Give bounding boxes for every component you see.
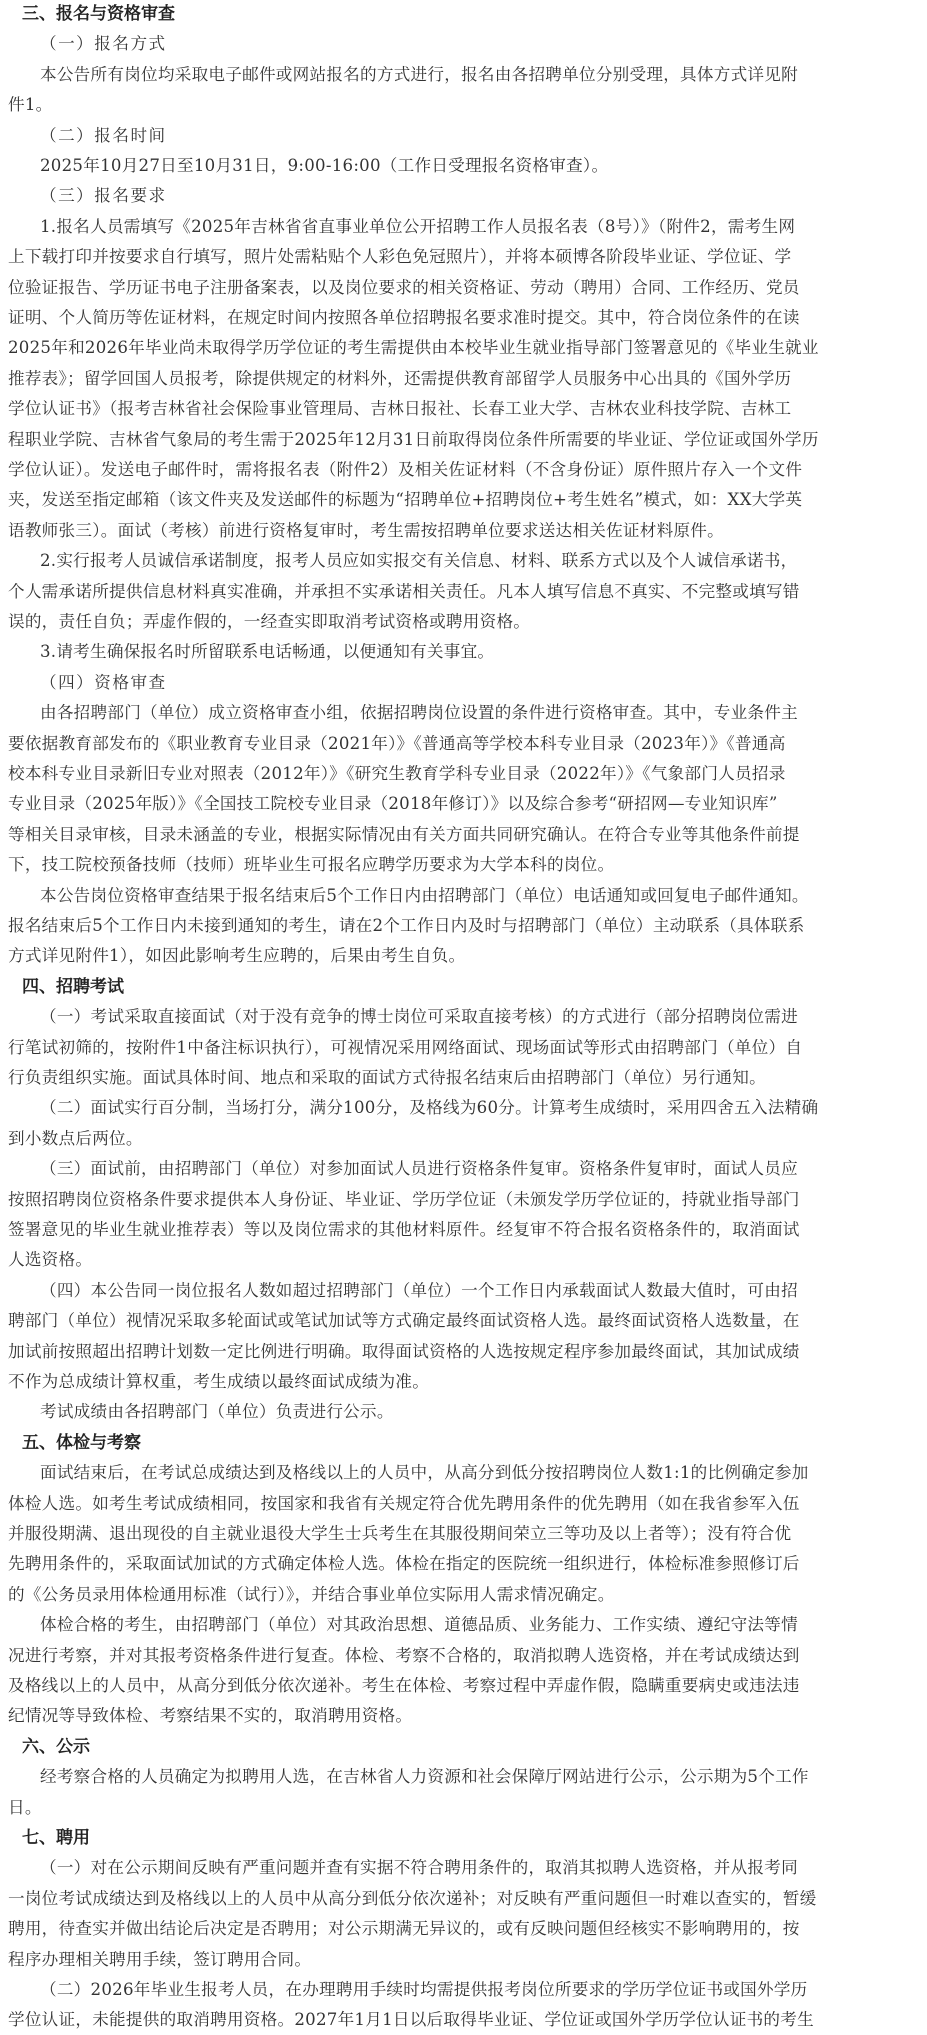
- paragraph-line: 校本科专业目录新旧专业对照表（2012年）》《研究生教育学科专业目录（2022年）》《气象部门人员招录: [8, 764, 786, 783]
- paragraph-line: 学位认证书》（报考吉林省社会保险事业管理局、吉林日报社、长春工业大学、吉林农业科技学院、吉林工: [8, 399, 792, 419]
- paragraph-line: 专业目录（2025年版）》《全国技工院校专业目录（2018年修订）》以及综合参考“研招网—专业知识库”: [8, 794, 778, 814]
- paragraph-line: 2.实行报考人员诚信承诺制度，报考人员应如实报交有关信息、材料、联系方式以及个人诚信承诺书，: [40, 551, 798, 571]
- paragraph-line: 不作为总成绩计算权重，考生成绩以最终面试成绩为准。: [8, 1372, 430, 1391]
- section-heading: 七、聘用: [22, 1828, 90, 1848]
- paragraph-line: 学位认证）。发送电子邮件时，需将报名表（附件2）及相关佐证材料（不含身份证）原件照片存入一个文件: [8, 460, 803, 479]
- paragraph-line: 聘部门（单位）视情况采取多轮面试或笔试加试等方式确定最终面试资格人选。最终面试资格人选数量，在: [8, 1311, 800, 1331]
- paragraph-line: （一）对在公示期间反映有严重问题并查有实据不符合聘用条件的，取消其拟聘人选资格，并从报考同: [40, 1858, 798, 1878]
- paragraph-line: 方式详见附件1），如因此影响考生应聘的，后果由考生自负。: [8, 946, 466, 966]
- paragraph-line: 件1。: [8, 95, 53, 115]
- paragraph-line: 经考察合格的人员确定为拟聘用人选，在吉林省人力资源和社会保障厅网站进行公示，公示期为5个工作: [40, 1767, 809, 1787]
- paragraph-line: 个人需承诺所提供信息材料真实准确，并承担不实承诺相关责任。凡本人填写信息不真实、不完整或填写错: [8, 581, 800, 601]
- paragraph-line: 要依据教育部发布的《职业教育专业目录（2021年）》《普通高等学校本科专业目录（2023年）》《普通高: [8, 733, 786, 753]
- paragraph-line: 本公告所有岗位均采取电子邮件或网站报名的方式进行，报名由各招聘单位分别受理，具体方式详见附: [40, 64, 798, 84]
- paragraph-line: （四）本公告同一岗位报名人数如超过招聘部门（单位）一个工作日内承载面试人数最大值时，可由招: [40, 1280, 798, 1300]
- paragraph-line: 2025年10月27日至10月31日，9:00-16:00（工作日受理报名资格审查）。: [40, 156, 609, 175]
- subsection-heading: （四）资格审查: [40, 672, 167, 692]
- paragraph-line: （一）考试采取直接面试（对于没有竞争的博士岗位可采取直接考核）的方式进行（部分招聘岗位需进: [40, 1007, 798, 1027]
- paragraph-line: 1.报名人员需填写《2025年吉林省省直事业单位公开招聘工作人员报名表（8号）》（附件2，需考生网: [40, 216, 796, 236]
- paragraph-line: 人选资格。: [8, 1250, 93, 1270]
- paragraph-line: 报名结束后5个工作日内未接到通知的考生，请在2个工作日内及时与招聘部门（单位）主动联系（具体联系: [8, 916, 805, 935]
- paragraph-line: 到小数点后两位。: [8, 1128, 143, 1148]
- paragraph-line: 先聘用条件的，采取面试加试的方式确定体检人选。体检在指定的医院统一组织进行，体检标准参照修订后: [8, 1554, 800, 1574]
- paragraph-line: 面试结束后，在考试总成绩达到及格线以上的人员中，从高分到低分按招聘岗位人数1:1的比例确定参加: [40, 1463, 809, 1483]
- paragraph-line: 的《公务员录用体检通用标准（试行）》，并结合事业单位实际用人需求情况确定。: [8, 1584, 615, 1604]
- paragraph-line: 本公告岗位资格审查结果于报名结束后5个工作日内由招聘部门（单位）电话通知或回复电子邮件通知。: [40, 885, 809, 905]
- subsection-heading: （二）报名时间: [40, 125, 167, 145]
- paragraph-line: 聘用，待查实并做出结论后决定是否聘用；对公示期满无异议的，或有反映问题但经核实不影响聘用的，按: [8, 1919, 800, 1939]
- paragraph-line: 加试前按照超出招聘计划数一定比例进行明确。取得面试资格的人选按规定程序参加最终面试，其加试成绩: [8, 1341, 800, 1361]
- paragraph-line: 考试成绩由各招聘部门（单位）负责进行公示。: [40, 1402, 394, 1422]
- paragraph-line: 体检人选。如考生考试成绩相同，按国家和我省有关规定符合优先聘用条件的优先聘用（如在我省参军入伍: [8, 1493, 800, 1513]
- paragraph-line: 程职业学院、吉林省气象局的考生需于2025年12月31日前取得岗位条件所需要的毕业证、学位证或国外学历: [8, 429, 819, 449]
- section-heading: 五、体检与考察: [22, 1432, 141, 1453]
- paragraph-line: 推荐表》；留学回国人员报考，除提供规定的材料外，还需提供教育部留学人员服务中心出具的《国外学历: [8, 368, 792, 388]
- paragraph-line: 学位认证，未能提供的取消聘用资格。2027年1月1日以后取得毕业证、学位证或国外学历学位认证书的考生: [8, 2010, 814, 2030]
- paragraph-line: （二）面试实行百分制，当场打分，满分100分，及格线为60分。计算考生成绩时，采用四舍五入法精确: [40, 1098, 819, 1118]
- paragraph-line: 误的，责任自负；弄虚作假的，一经查实即取消考试资格或聘用资格。: [8, 612, 531, 631]
- paragraph-line: 由各招聘部门（单位）成立资格审查小组，依据招聘岗位设置的条件进行资格审查。其中，专业条件主: [40, 703, 798, 723]
- paragraph-line: 3.请考生确保报名时所留联系电话畅通，以便通知有关事宜。: [40, 642, 495, 662]
- paragraph-line: 及格线以上的人员中，从高分到低分依次递补。考生在体检、考察过程中弄虚作假，隐瞒重要病史或违法违: [8, 1676, 800, 1695]
- section-heading: 六、公示: [22, 1736, 90, 1757]
- paragraph-line: 并服役期满、退出现役的自主就业退役大学生士兵考生在其服役期间荣立三等功及以上者等）；没有符合优: [8, 1524, 792, 1543]
- paragraph-line: 上下载打印并按要求自行填写，照片处需粘贴个人彩色免冠照片），并将本硕博各阶段毕业证、学位证、学: [8, 247, 792, 267]
- paragraph-line: 等相关目录审核，目录未涵盖的专业，根据实际情况由有关方面共同研究确认。在符合专业等其他条件前提: [8, 824, 800, 844]
- paragraph-line: 签署意见的毕业生就业推荐表）等以及岗位需求的其他材料原件。经复审不符合报名资格条件的，取消面试: [8, 1220, 800, 1239]
- paragraph-line: 一岗位考试成绩达到及格线以上的人员中从高分到低分依次递补；对反映有严重问题但一时难以查实的，暂缓: [8, 1888, 817, 1908]
- paragraph-line: 况进行考察，并对其报考资格条件进行复查。体检、考察不合格的，取消拟聘人选资格，并在考试成绩达到: [8, 1645, 800, 1665]
- paragraph-line: 行负责组织实施。面试具体时间、地点和采取的面试方式待报名结束后由招聘部门（单位）另行通知。: [8, 1068, 766, 1087]
- paragraph-line: 程序办理相关聘用手续，签订聘用合同。: [8, 1949, 312, 1969]
- paragraph-line: 按照招聘岗位资格条件要求提供本人身份证、毕业证、学历学位证（未颁发学历学位证的，持就业指导部门: [8, 1189, 800, 1209]
- paragraph-line: 日。: [8, 1797, 42, 1817]
- paragraph-line: 行笔试初筛的，按附件1中备注标识执行），可视情况采用网络面试、现场面试等形式由招聘部门（单位）自: [8, 1037, 803, 1057]
- paragraph-line: （二）2026年毕业生报考人员，在办理聘用手续时均需提供报考岗位所要求的学历学位证书或国外学历: [40, 1980, 808, 1999]
- paragraph-line: 夹，发送至指定邮箱（该文件夹及发送邮件的标题为“招聘单位+招聘岗位+考生姓名”模式，如：XX大学英: [8, 490, 803, 510]
- paragraph-line: 证明、个人简历等佐证材料，在规定时间内按照各单位招聘报名要求准时提交。其中，符合岗位条件的在读: [8, 308, 800, 327]
- section-heading: 三、报名与资格审查: [22, 4, 175, 24]
- paragraph-line: （三）面试前，由招聘部门（单位）对参加面试人员进行资格条件复审。资格条件复审时，面试人员应: [40, 1159, 798, 1179]
- paragraph-line: 体检合格的考生，由招聘部门（单位）对其政治思想、道德品质、业务能力、工作实绩、遵纪守法等情: [40, 1615, 798, 1635]
- paragraph-line: 2025年和2026年毕业尚未取得学历学位证的考生需提供由本校毕业生就业指导部门签署意见的《毕业生就业: [8, 338, 819, 358]
- subsection-heading: （一）报名方式: [40, 34, 167, 54]
- paragraph-line: 下，技工院校预备技师（技师）班毕业生可报名应聘学历要求为大学本科的岗位。: [8, 855, 615, 875]
- subsection-heading: （三）报名要求: [40, 186, 167, 206]
- paragraph-line: 纪情况等导致体检、考察结果不实的，取消聘用资格。: [8, 1706, 413, 1726]
- section-heading: 四、招聘考试: [22, 976, 124, 997]
- paragraph-line: 位验证报告、学历证书电子注册备案表，以及岗位要求的相关资格证、劳动（聘用）合同、工作经历、党员: [8, 277, 800, 297]
- paragraph-line: 语教师张三）。面试（考核）前进行资格复审时，考生需按招聘单位要求送达相关佐证材料原件。: [8, 520, 724, 540]
